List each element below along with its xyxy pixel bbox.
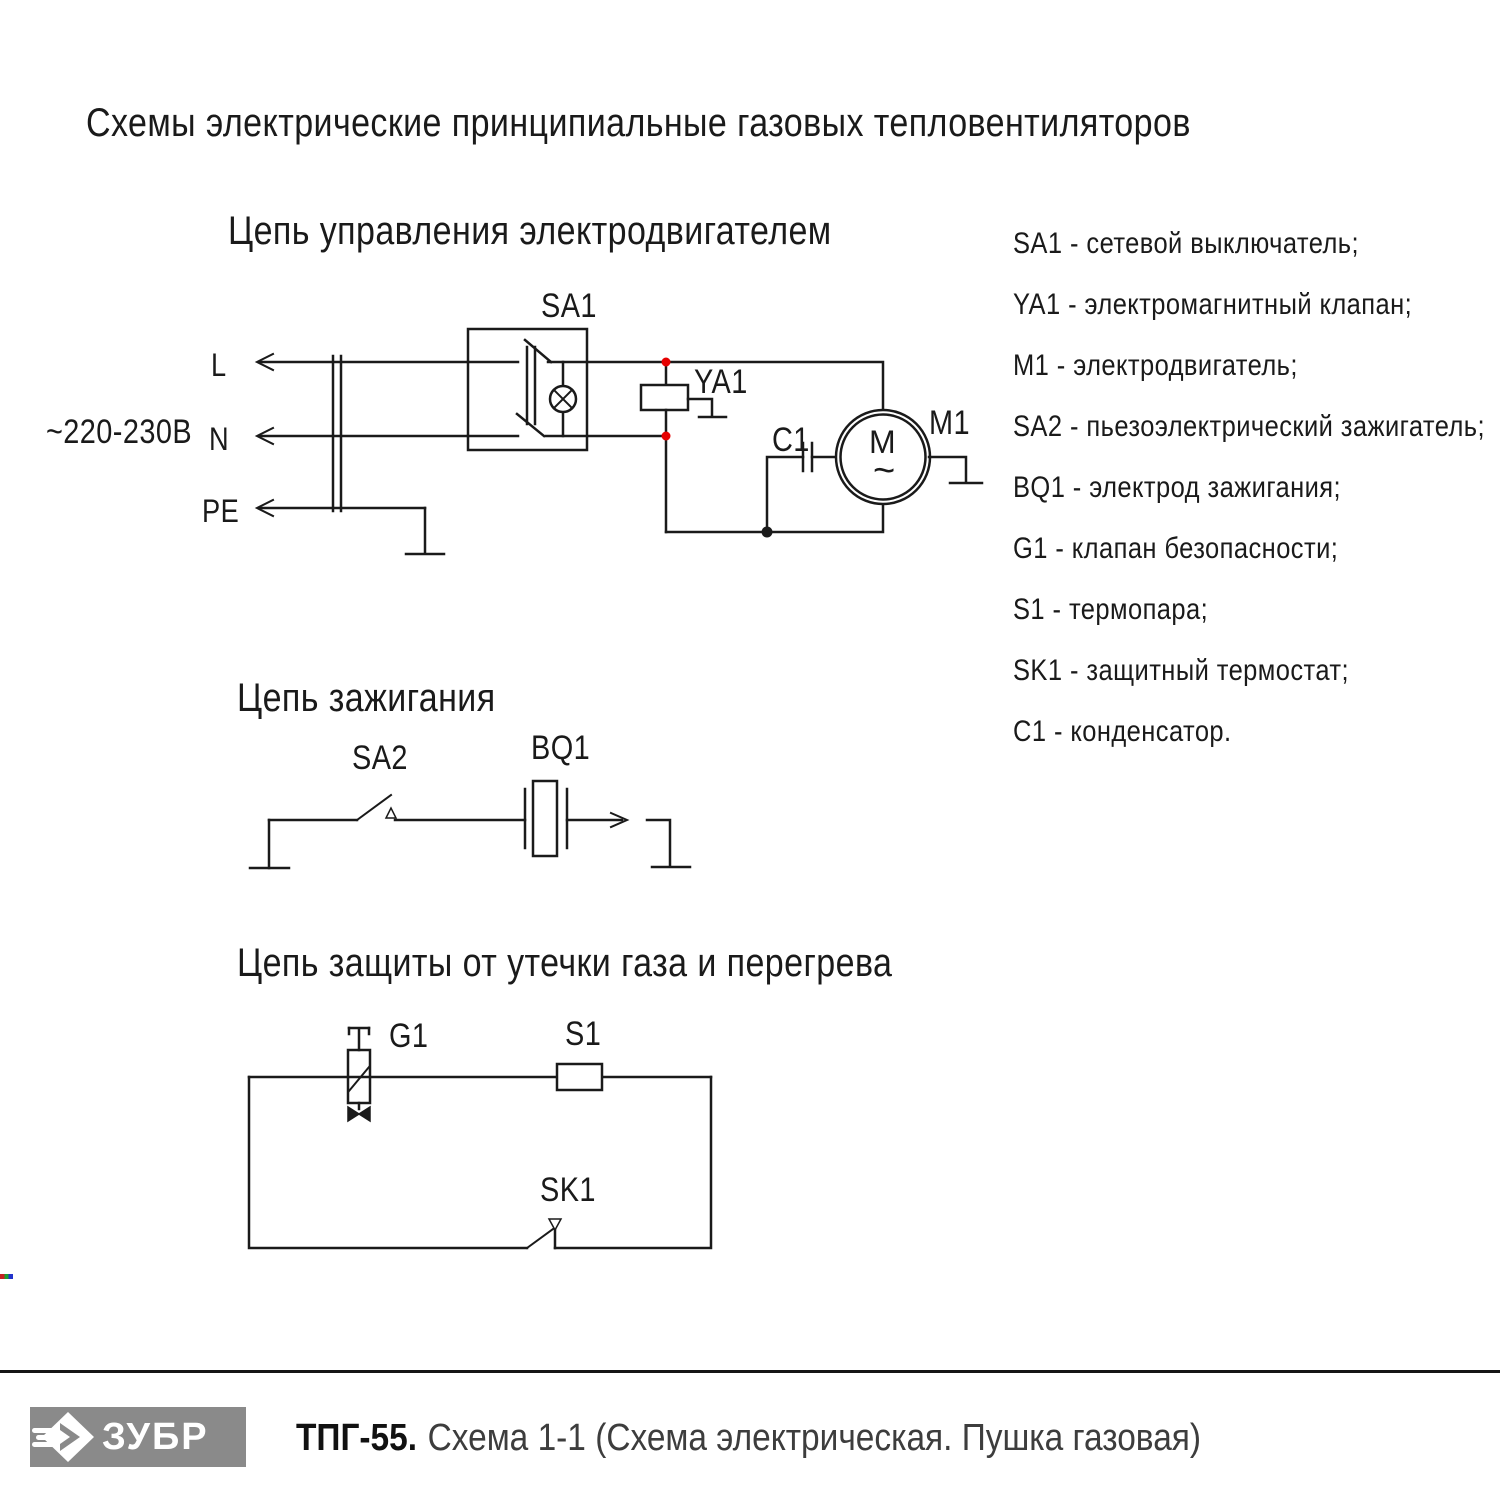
protection-circuit-title: Цепь защиты от утечки газа и перегрева	[237, 941, 893, 985]
legend-item: SA2 - пьезоэлектрический зажигатель;	[1013, 410, 1485, 443]
model-name: ТПГ-55.	[296, 1417, 418, 1459]
sa2-label: SA2	[352, 739, 408, 777]
legend-item: G1 - клапан безопасности;	[1013, 532, 1339, 565]
pe-ground-icon	[406, 508, 444, 554]
g1-valve-symbol	[348, 1028, 370, 1121]
m1-label: M1	[929, 404, 970, 442]
protection-circuit-drawing	[249, 1028, 711, 1248]
screen-artifact	[0, 1274, 13, 1279]
page-title: Схемы электрические принципиальные газовых тепловентиляторов	[86, 101, 1191, 145]
s1-label: S1	[565, 1015, 602, 1053]
legend-item: YA1 - электромагнитный клапан;	[1013, 288, 1413, 321]
scheme-caption: Схема 1-1 (Схема электрическая. Пушка газовая)	[427, 1417, 1202, 1459]
ya1-coil-symbol	[641, 362, 688, 532]
voltage-label: ~220-230В	[46, 413, 193, 451]
brand-name: ЗУБР	[102, 1415, 209, 1458]
line-n-label: N	[209, 421, 230, 457]
legend-item: S1 - термопара;	[1013, 593, 1209, 626]
motor-letter-label: M	[869, 424, 896, 460]
protection-loop-wires	[249, 1077, 711, 1248]
sa1-label: SA1	[541, 287, 597, 325]
ignition-ground-left-icon	[250, 820, 289, 868]
bq1-label: BQ1	[531, 729, 591, 767]
footer-caption	[296, 1417, 1201, 1460]
line-pe-label: PE	[202, 493, 240, 529]
m1-ground-icon	[929, 457, 982, 483]
ignition-circuit-drawing	[250, 781, 690, 868]
motor-ac-label: ~	[873, 450, 896, 492]
footer-divider	[0, 1370, 1500, 1373]
legend-item: SA1 - сетевой выключатель;	[1013, 227, 1359, 260]
lamp-icon	[550, 362, 576, 436]
zubr-logo-icon	[30, 1411, 96, 1463]
supply-wires	[260, 362, 468, 508]
c1-label: C1	[772, 421, 810, 459]
bq1-piezo-symbol	[525, 781, 567, 856]
control-circuit-title: Цепь управления электродвигателем	[228, 209, 832, 253]
ya1-label: YA1	[694, 363, 748, 401]
legend-item: C1 - конденсатор.	[1013, 715, 1232, 748]
ignition-output-arrow-icon	[567, 813, 627, 827]
brand-logo	[30, 1407, 246, 1467]
sk1-thermostat-symbol	[527, 1219, 561, 1248]
component-legend	[1013, 213, 1485, 762]
legend-item: BQ1 - электрод зажигания;	[1013, 471, 1342, 504]
sa2-switch-symbol	[357, 795, 396, 820]
line-l-label: L	[211, 347, 227, 383]
legend-item: SK1 - защитный термостат;	[1013, 654, 1350, 687]
g1-label: G1	[389, 1017, 429, 1055]
ignition-circuit-title: Цепь зажигания	[237, 676, 496, 720]
ignition-ground-right-icon	[647, 820, 690, 867]
s1-thermocouple-symbol	[557, 1064, 602, 1090]
legend-item: M1 - электродвигатель;	[1013, 349, 1298, 382]
sk1-label: SK1	[540, 1171, 596, 1209]
cable-marker-icon	[333, 356, 341, 511]
